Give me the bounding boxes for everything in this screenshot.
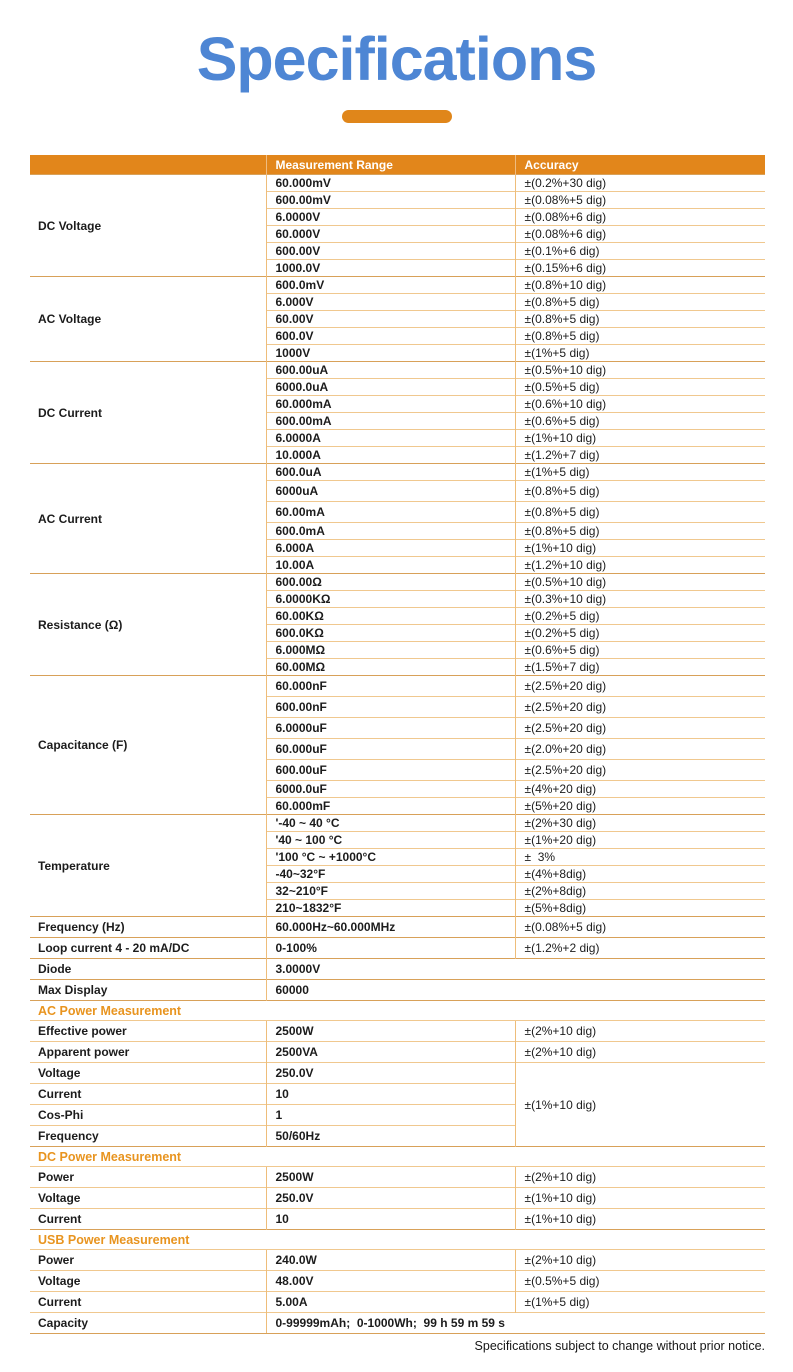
range-cell: 60.00KΩ [266,608,515,625]
range-cell: 600.00uF [266,760,515,781]
accuracy-cell: ±(1%+5 dig) [515,1292,765,1313]
accuracy-cell: ±(0.2%+5 dig) [515,608,765,625]
accuracy-cell: ±(1.2%+10 dig) [515,557,765,574]
accuracy-cell: ±(0.08%+6 dig) [515,226,765,243]
range-cell: 10 [266,1084,515,1105]
accuracy-cell: ±(0.08%+5 dig) [515,917,765,938]
accuracy-cell: ±(1%+20 dig) [515,832,765,849]
range-cell: 60.000mV [266,175,515,192]
accuracy-cell: ±(1%+10 dig) [515,430,765,447]
range-cell: 48.00V [266,1271,515,1292]
section-header-label: USB Power Measurement [30,1230,765,1250]
accuracy-cell: ±(1%+10 dig) [515,1188,765,1209]
accuracy-cell: ±(0.6%+5 dig) [515,642,765,659]
range-cell: '100 °C ~ +1000°C [266,849,515,866]
accuracy-cell: ±(0.8%+5 dig) [515,481,765,502]
accuracy-cell: ±(0.8%+5 dig) [515,311,765,328]
range-cell: 6.0000KΩ [266,591,515,608]
title-underline-bar [342,110,452,123]
range-cell: -40~32°F [266,866,515,883]
range-cell: 2500VA [266,1042,515,1063]
accuracy-cell: ±(0.3%+10 dig) [515,591,765,608]
range-cell: 6.000A [266,540,515,557]
range-cell: 6.000V [266,294,515,311]
table-row [30,1250,765,1271]
table-row [30,1021,765,1042]
range-cell: 600.0mV [266,277,515,294]
specifications-table [30,155,765,1334]
accuracy-cell: ±(1%+5 dig) [515,464,765,481]
accuracy-cell: ±(0.08%+5 dig) [515,192,765,209]
table-row [30,1167,765,1188]
category-cell: AC Current [30,464,266,574]
table-row [30,938,765,959]
table-row [30,1313,765,1334]
accuracy-cell: ±(2%+30 dig) [515,815,765,832]
table-row [30,1292,765,1313]
accuracy-cell: ±(5%+8dig) [515,900,765,917]
category-cell: Frequency [30,1126,266,1147]
accuracy-cell: ±(2.5%+20 dig) [515,718,765,739]
range-cell: 2500W [266,1167,515,1188]
range-cell: 600.00mA [266,413,515,430]
range-cell: 60.00mA [266,502,515,523]
accuracy-cell: ±(0.8%+5 dig) [515,502,765,523]
range-cell: 2500W [266,1021,515,1042]
accuracy-cell: ±(1%+5 dig) [515,345,765,362]
col-header-category [30,155,266,175]
col-header-accuracy: Accuracy [515,155,765,175]
category-cell: Capacity [30,1313,266,1334]
range-cell: '-40 ~ 40 °C [266,815,515,832]
table-header-row [30,155,765,175]
range-cell: 10 [266,1209,515,1230]
range-cell: 600.0V [266,328,515,345]
range-cell: 60.000Hz~60.000MHz [266,917,515,938]
accuracy-cell: ± 3% [515,849,765,866]
category-cell: Capacitance (F) [30,676,266,815]
range-cell: 600.0KΩ [266,625,515,642]
section-header-row [30,1147,765,1167]
table-row [30,1063,765,1084]
category-cell: DC Voltage [30,175,266,277]
range-cell: 1 [266,1105,515,1126]
category-cell: Current [30,1292,266,1313]
range-cell: 600.00Ω [266,574,515,591]
accuracy-cell: ±(0.8%+10 dig) [515,277,765,294]
table-row [30,1188,765,1209]
range-cell: 10.00A [266,557,515,574]
range-cell: 600.0mA [266,523,515,540]
accuracy-cell: ±(1%+10 dig) [515,540,765,557]
accuracy-cell: ±(2%+8dig) [515,883,765,900]
range-cell: 600.00V [266,243,515,260]
table-row [30,1271,765,1292]
range-cell: '40 ~ 100 °C [266,832,515,849]
section-header-row [30,1001,765,1021]
range-cell: 5.00A [266,1292,515,1313]
category-cell: Current [30,1209,266,1230]
accuracy-cell: ±(0.15%+6 dig) [515,260,765,277]
category-cell: Apparent power [30,1042,266,1063]
range-cell: 210~1832°F [266,900,515,917]
range-cell: 6.0000uF [266,718,515,739]
accuracy-cell: ±(0.5%+10 dig) [515,574,765,591]
category-cell: Frequency (Hz) [30,917,266,938]
table-row [30,574,765,591]
accuracy-cell: ±(0.2%+30 dig) [515,175,765,192]
accuracy-cell: ±(0.5%+5 dig) [515,379,765,396]
range-cell: 60.000mA [266,396,515,413]
table-row [30,980,765,1001]
accuracy-cell: ±(0.6%+5 dig) [515,413,765,430]
range-cell: 1000.0V [266,260,515,277]
range-cell: 50/60Hz [266,1126,515,1147]
range-cell: 6000.0uF [266,781,515,798]
accuracy-cell: ±(0.5%+10 dig) [515,362,765,379]
table-row [30,277,765,294]
range-cell: 60000 [266,980,765,1001]
category-cell: Loop current 4 - 20 mA/DC [30,938,266,959]
range-cell: 0-100% [266,938,515,959]
table-row [30,917,765,938]
range-cell: 60.000mF [266,798,515,815]
category-cell: Temperature [30,815,266,917]
accuracy-cell: ±(1.2%+2 dig) [515,938,765,959]
category-cell: Voltage [30,1063,266,1084]
accuracy-cell: ±(0.8%+5 dig) [515,294,765,311]
accuracy-cell: ±(1%+10 dig) [515,1209,765,1230]
range-cell: 600.00mV [266,192,515,209]
accuracy-cell: ±(0.8%+5 dig) [515,523,765,540]
category-cell: Power [30,1167,266,1188]
accuracy-cell: ±(0.2%+5 dig) [515,625,765,642]
accuracy-cell: ±(2%+10 dig) [515,1250,765,1271]
range-cell: 0-99999mAh; 0-1000Wh; 99 h 59 m 59 s [266,1313,765,1334]
range-cell: 60.00V [266,311,515,328]
category-cell: Current [30,1084,266,1105]
accuracy-cell: ±(2%+10 dig) [515,1167,765,1188]
range-cell: 240.0W [266,1250,515,1271]
range-cell: 6.000MΩ [266,642,515,659]
table-row [30,676,765,697]
accuracy-cell: ±(0.08%+6 dig) [515,209,765,226]
table-row [30,959,765,980]
category-cell: Diode [30,959,266,980]
section-header-label: AC Power Measurement [30,1001,765,1021]
table-row [30,1042,765,1063]
accuracy-cell: ±(5%+20 dig) [515,798,765,815]
range-cell: 60.000V [266,226,515,243]
spec-table-body [30,175,765,1334]
accuracy-cell: ±(2.5%+20 dig) [515,676,765,697]
accuracy-cell: ±(0.8%+5 dig) [515,328,765,345]
accuracy-cell: ±(1.2%+7 dig) [515,447,765,464]
range-cell: 600.0uA [266,464,515,481]
accuracy-cell: ±(1%+10 dig) [515,1063,765,1147]
range-cell: 6.0000A [266,430,515,447]
range-cell: 6000.0uA [266,379,515,396]
category-cell: Max Display [30,980,266,1001]
accuracy-cell: ±(1.5%+7 dig) [515,659,765,676]
range-cell: 60.000uF [266,739,515,760]
category-cell: Voltage [30,1188,266,1209]
accuracy-cell: ±(0.6%+10 dig) [515,396,765,413]
range-cell: 10.000A [266,447,515,464]
table-row [30,464,765,481]
range-cell: 600.00uA [266,362,515,379]
range-cell: 6.0000V [266,209,515,226]
accuracy-cell: ±(4%+8dig) [515,866,765,883]
table-row [30,815,765,832]
accuracy-cell: ±(2%+10 dig) [515,1042,765,1063]
section-header-label: DC Power Measurement [30,1147,765,1167]
category-cell: DC Current [30,362,266,464]
range-cell: 250.0V [266,1188,515,1209]
category-cell: Cos-Phi [30,1105,266,1126]
accuracy-cell: ±(2.0%+20 dig) [515,739,765,760]
table-row [30,175,765,192]
page-header [0,24,793,123]
range-cell: 6000uA [266,481,515,502]
range-cell: 32~210°F [266,883,515,900]
range-cell: 60.00MΩ [266,659,515,676]
range-cell: 600.00nF [266,697,515,718]
category-cell: Voltage [30,1271,266,1292]
category-cell: Power [30,1250,266,1271]
accuracy-cell: ±(0.1%+6 dig) [515,243,765,260]
range-cell: 250.0V [266,1063,515,1084]
accuracy-cell: ±(2.5%+20 dig) [515,697,765,718]
range-cell: 60.000nF [266,676,515,697]
range-cell: 1000V [266,345,515,362]
accuracy-cell: ±(0.5%+5 dig) [515,1271,765,1292]
category-cell: Resistance (Ω) [30,574,266,676]
table-row [30,362,765,379]
table-row [30,1209,765,1230]
footer-note: Specifications subject to change without prior notice. [474,1339,765,1353]
accuracy-cell: ±(2%+10 dig) [515,1021,765,1042]
col-header-range: Measurement Range [266,155,515,175]
category-cell: AC Voltage [30,277,266,362]
accuracy-cell: ±(4%+20 dig) [515,781,765,798]
range-cell: 3.0000V [266,959,765,980]
page-title: Specifications [196,25,597,93]
category-cell: Effective power [30,1021,266,1042]
section-header-row [30,1230,765,1250]
accuracy-cell: ±(2.5%+20 dig) [515,760,765,781]
